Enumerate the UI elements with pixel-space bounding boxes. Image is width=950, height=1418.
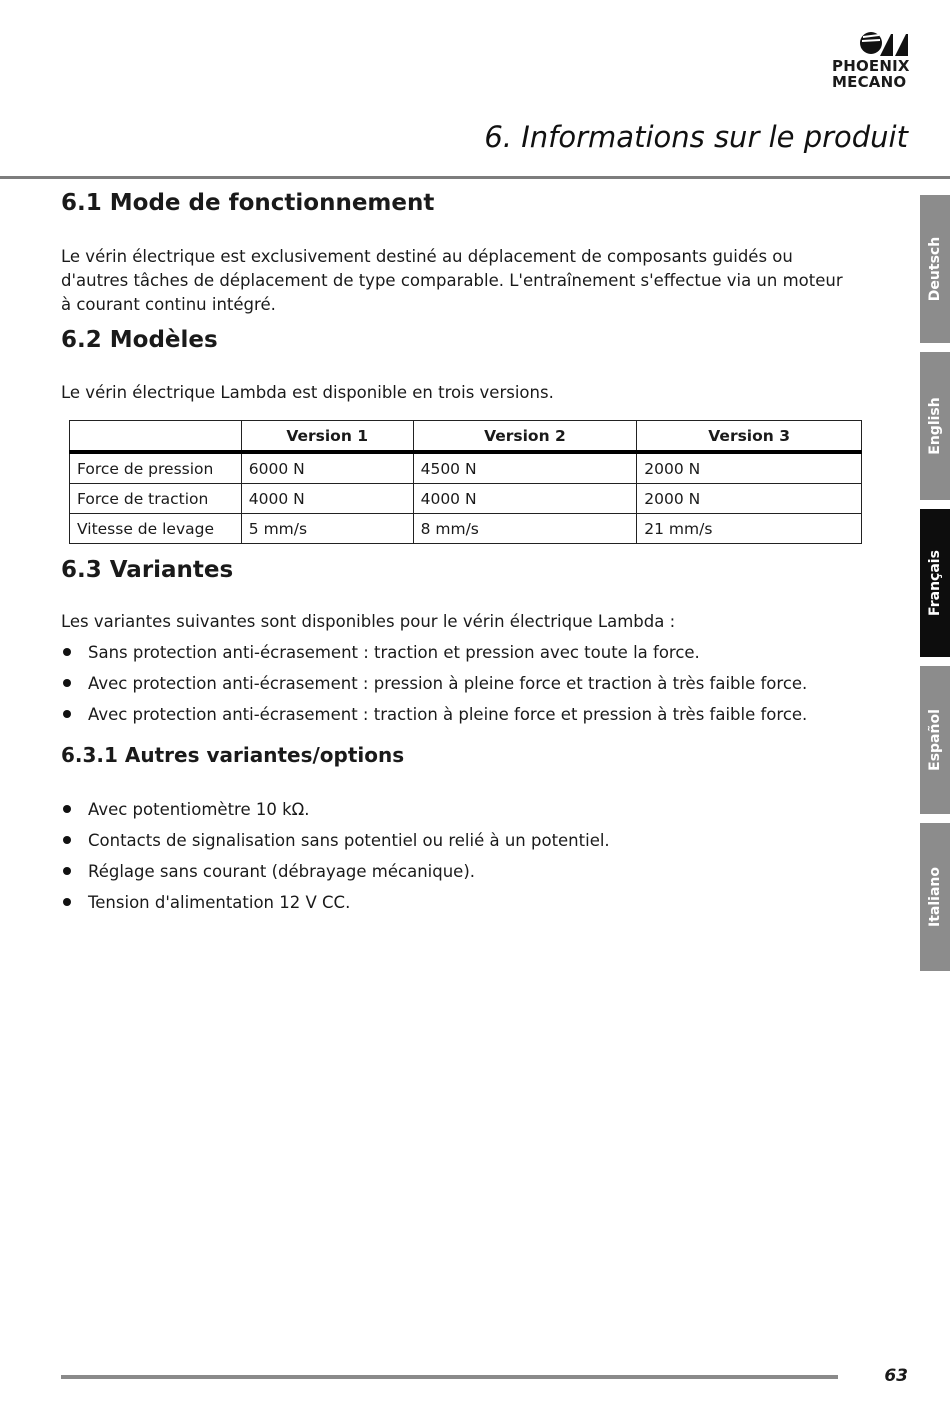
phoenix-logo-icon xyxy=(860,30,916,56)
company-logo xyxy=(832,30,920,90)
chapter-title: 6. Informations sur le produit xyxy=(484,120,908,154)
table-header-cell xyxy=(70,421,242,453)
section-6-2-title: 6.2 Modèles xyxy=(61,327,218,353)
table-header-cell: Version 2 xyxy=(413,421,637,453)
table-header-row xyxy=(70,421,862,453)
versions-table xyxy=(69,420,862,544)
tab-label: English xyxy=(927,397,943,455)
header-divider xyxy=(0,176,950,179)
table-cell: Force de pression xyxy=(70,452,242,484)
tab-label: Deutsch xyxy=(927,236,943,302)
section-6-1-body: Le vérin électrique est exclusivement destiné au déplacement de composants guidés ou d'autres tâches de déplacement de type comparable. L'entraînement s'effectue via un moteur à courant continu intégré. xyxy=(61,247,843,314)
table-cell: 2000 N xyxy=(637,484,862,514)
section-6-3-1-title: 6.3.1 Autres variantes/options xyxy=(61,743,405,767)
table-cell: 4000 N xyxy=(413,484,637,514)
table-header-cell: Version 1 xyxy=(241,421,413,453)
section-6-3-intro: Les variantes suivantes sont disponibles pour le vérin électrique Lambda : xyxy=(61,612,676,631)
table-cell: 4000 N xyxy=(241,484,413,514)
section-6-1-title: 6.1 Mode de fonctionnement xyxy=(61,190,435,216)
list-item: Avec protection anti-écrasement : pression à pleine force et traction à très faible force. xyxy=(61,668,807,699)
section-6-2-body: Le vérin électrique Lambda est disponible en trois versions. xyxy=(61,383,554,402)
table-cell: 5 mm/s xyxy=(241,514,413,544)
logo-line-1: PHOENIX xyxy=(832,57,910,75)
tab-label: Français xyxy=(927,550,943,616)
table-cell: 21 mm/s xyxy=(637,514,862,544)
footer-divider xyxy=(61,1375,838,1379)
tab-deutsch[interactable] xyxy=(920,195,950,343)
list-item: Réglage sans courant (débrayage mécanique). xyxy=(61,856,610,887)
table-cell: 6000 N xyxy=(241,452,413,484)
table-cell: 4500 N xyxy=(413,452,637,484)
options-list xyxy=(61,794,610,918)
page-number: 63 xyxy=(884,1366,908,1386)
list-item: Avec potentiomètre 10 kΩ. xyxy=(61,794,610,825)
table-cell: 8 mm/s xyxy=(413,514,637,544)
tab-francais[interactable] xyxy=(920,509,950,657)
table-row xyxy=(70,514,862,544)
table-cell: 2000 N xyxy=(637,452,862,484)
section-6-3-title: 6.3 Variantes xyxy=(61,557,234,583)
list-item: Avec protection anti-écrasement : traction à pleine force et pression à très faible force. xyxy=(61,699,807,730)
language-tabs xyxy=(920,195,950,980)
tab-english[interactable] xyxy=(920,352,950,500)
list-item: Contacts de signalisation sans potentiel ou relié à un potentiel. xyxy=(61,825,610,856)
variants-list xyxy=(61,637,807,730)
table-row xyxy=(70,452,862,484)
table-header-cell: Version 3 xyxy=(637,421,862,453)
logo-line-2: MECANO xyxy=(832,73,907,91)
table-cell: Vitesse de levage xyxy=(70,514,242,544)
logo-text xyxy=(832,58,920,90)
table-row xyxy=(70,484,862,514)
table-cell: Force de traction xyxy=(70,484,242,514)
tab-italiano[interactable] xyxy=(920,823,950,971)
tab-label: Italiano xyxy=(927,867,943,927)
list-item: Sans protection anti-écrasement : traction et pression avec toute la force. xyxy=(61,637,807,668)
list-item: Tension d'alimentation 12 V CC. xyxy=(61,887,610,918)
tab-espanol[interactable] xyxy=(920,666,950,814)
tab-label: Español xyxy=(927,709,943,771)
